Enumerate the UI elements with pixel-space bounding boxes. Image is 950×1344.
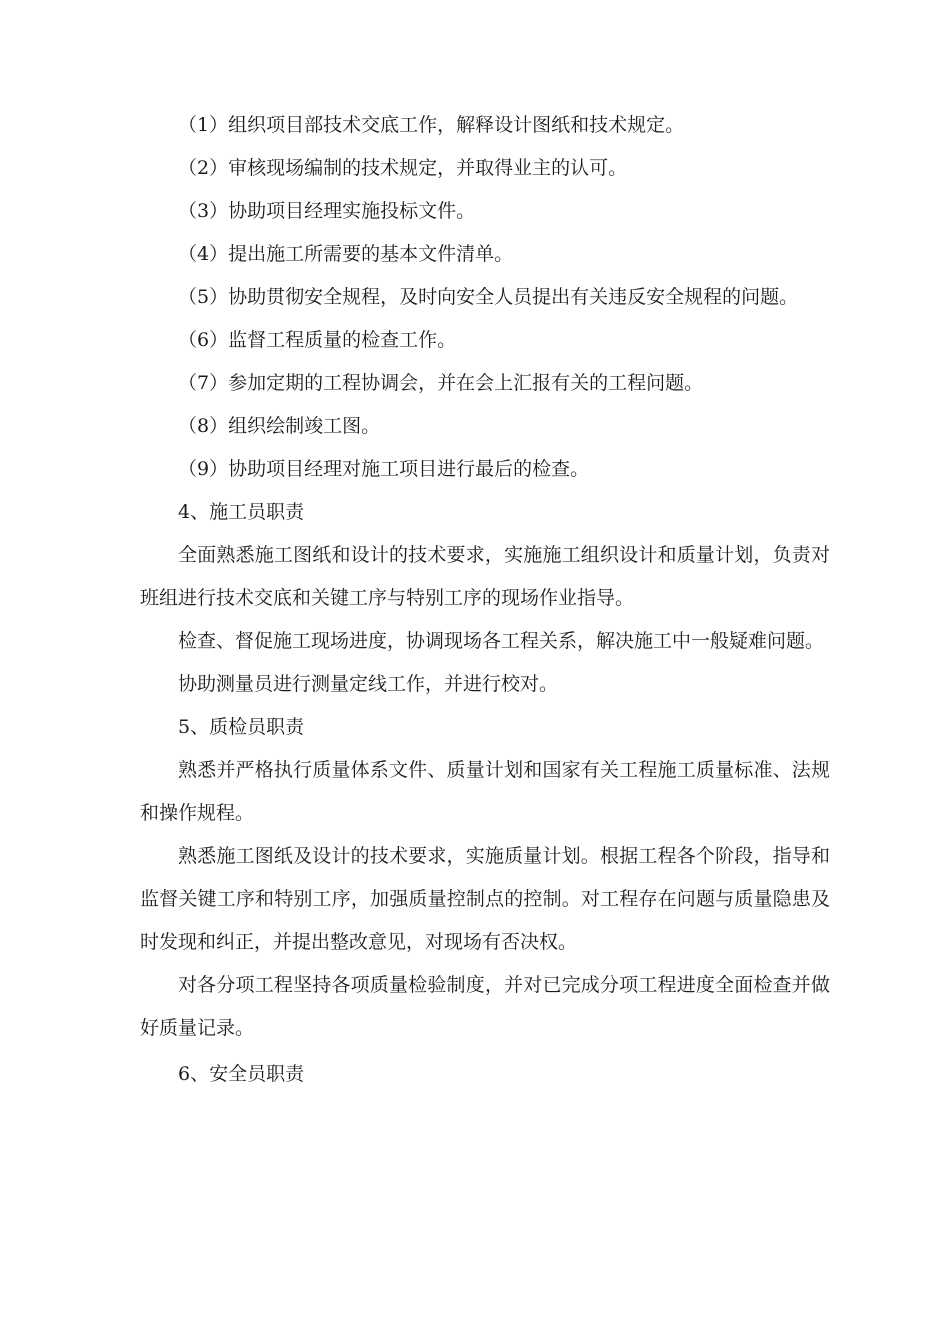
duty-item-5: （5）协助贯彻安全规程，及时向安全人员提出有关违反安全规程的问题。 (178, 286, 799, 308)
quality-paragraph-3: 对各分项工程坚持各项质量检验制度，并对已完成分项工程进度全面检查并做好质量记录。 (140, 974, 830, 1039)
quality-paragraph-2: 熟悉施工图纸及设计的技术要求，实施质量计划。根据工程各个阶段，指导和监督关键工序和特别工序，加强质量控制点的控制。对工程存在问题与质量隐患及时发现和纠正，并提出整改意见，对现场有否决权。 (140, 845, 830, 953)
duty-item-4: （4）提出施工所需要的基本文件清单。 (178, 243, 514, 265)
duty-item-6: （6）监督工程质量的检查工作。 (178, 329, 457, 351)
section-heading-construction-worker: 4、施工员职责 (178, 501, 305, 523)
duty-item-3: （3）协助项目经理实施投标文件。 (178, 200, 476, 222)
quality-paragraph-1: 熟悉并严格执行质量体系文件、质量计划和国家有关工程施工质量标准、法规和操作规程。 (140, 759, 830, 824)
duty-item-8: （8）组织绘制竣工图。 (178, 415, 381, 437)
document-body (140, 104, 830, 1096)
duty-item-9: （9）协助项目经理对施工项目进行最后的检查。 (178, 458, 590, 480)
duty-item-2: （2）审核现场编制的技术规定，并取得业主的认可。 (178, 157, 628, 179)
construction-paragraph-3: 协助测量员进行测量定线工作，并进行校对。 (178, 673, 559, 695)
construction-paragraph-1: 全面熟悉施工图纸和设计的技术要求，实施施工组织设计和质量计划，负责对班组进行技术交底和关键工序与特别工序的现场作业指导。 (140, 544, 830, 609)
duty-item-1: （1）组织项目部技术交底工作，解释设计图纸和技术规定。 (178, 114, 685, 136)
section-heading-safety-officer: 6、安全员职责 (178, 1063, 305, 1085)
duty-item-7: （7）参加定期的工程协调会，并在会上汇报有关的工程问题。 (178, 372, 704, 394)
section-heading-quality-inspector: 5、质检员职责 (178, 716, 305, 738)
construction-paragraph-2: 检查、督促施工现场进度，协调现场各工程关系，解决施工中一般疑难问题。 (178, 630, 825, 652)
